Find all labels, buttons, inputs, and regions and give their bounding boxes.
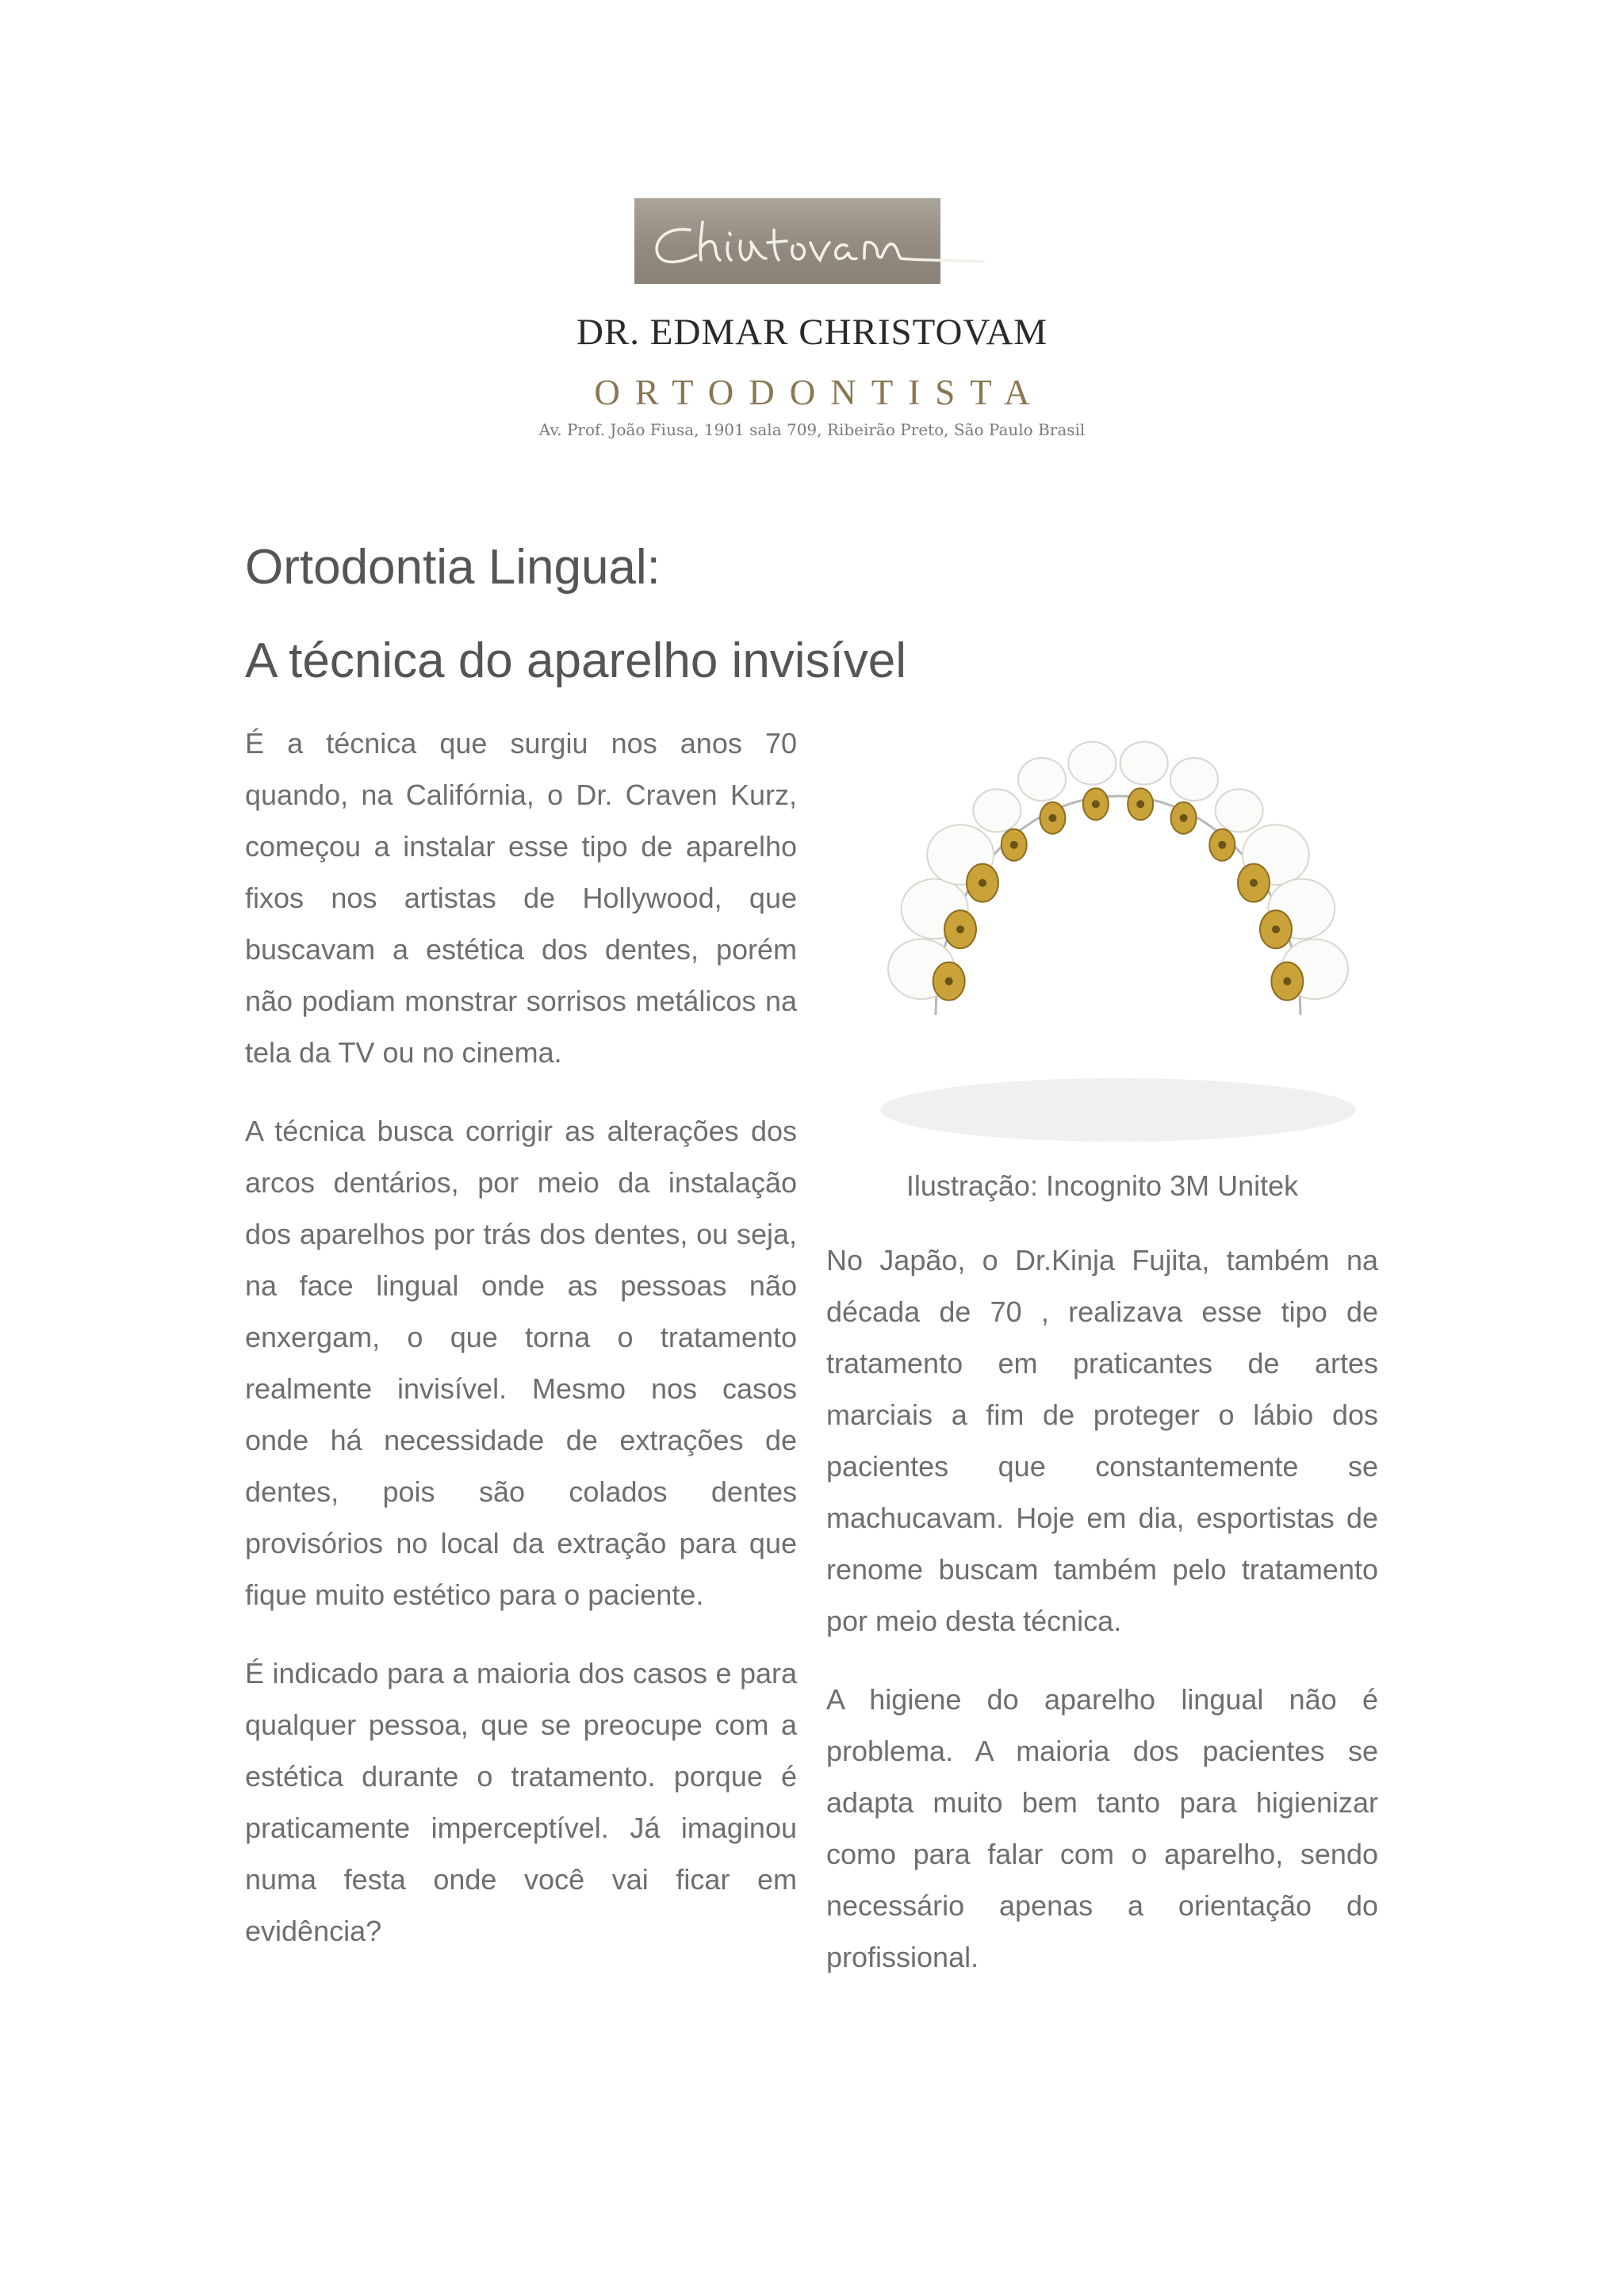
paragraph-indication: É indicado para a maioria dos casos e para qualquer pessoa, que se preocupe com a estética durante o tratamento. porque é praticamente imperceptível. Já imaginou numa festa onde você vai ficar em evidência? <box>245 1657 797 1947</box>
paragraph-technique: A técnica busca corrigir as alterações dos arcos dentários, por meio da instalação dos aparelhos por trás dos dentes, ou seja, na face lingual onde as pessoas não enxergam, o que torna o tratamento realmente invisível. Mesmo nos casos onde há necessidade de extrações de dentes, pois são colados dentes provisórios no local da extração para que fique muito estético para o paciente. <box>245 1115 797 1611</box>
paragraph-japan: No Japão, o Dr.Kinja Fujita, também na década de 70 , realizava esse tipo de tratamento em praticantes de artes marciais a fim de proteger o lábio dos pacientes que constantemente se machucavam. Hoje em dia, esportistas de renome buscam também pelo tratamento por meio desta técnica. <box>826 1244 1378 1637</box>
specialty-title: ORTODONTISTA <box>594 373 1045 412</box>
image-caption: Ilustração: Incognito 3M Unitek <box>906 1169 1299 1202</box>
paragraph-hygiene: A higiene do aparelho lingual não é problema. A maioria dos pacientes se adapta muito bem tanto para higienizar como para falar com o aparelho, sendo necessário apenas a orientação do profissional. <box>826 1683 1378 1973</box>
tooth-with-bracket <box>1068 742 1116 821</box>
tooth-with-bracket <box>888 939 965 1001</box>
tooth-with-bracket <box>1271 939 1348 1001</box>
left-column <box>245 718 797 1957</box>
lingual-braces-illustration <box>856 737 1380 1165</box>
tooth-with-bracket <box>1120 742 1168 821</box>
tooth-with-bracket <box>902 879 976 949</box>
doctor-name: DR. EDMAR CHRISTOVAM <box>576 312 1048 353</box>
tooth-with-bracket <box>1170 758 1218 834</box>
right-column <box>826 1234 1378 1983</box>
tooth-with-bracket <box>1260 879 1335 949</box>
article-subtitle: A técnica do aparelho invisível <box>245 633 907 688</box>
dental-arch-icon <box>856 737 1380 1165</box>
signature-logo <box>634 198 940 284</box>
clinic-address: Av. Prof. João Fiusa, 1901 sala 709, Ribeirão Preto, São Paulo Brasil <box>538 420 1086 439</box>
paragraph-history: É a técnica que surgiu nos anos 70 quando, na Califórnia, o Dr. Craven Kurz, começou a instalar esse tipo de aparelho fixos nos artistas de Hollywood, que buscavam a estética dos dentes, porém não podiam monstrar sorrisos metálicos na tela da TV ou no cinema. <box>245 727 797 1069</box>
article-title: Ortodontia Lingual: <box>245 540 661 595</box>
tooth-with-bracket <box>1018 758 1066 834</box>
